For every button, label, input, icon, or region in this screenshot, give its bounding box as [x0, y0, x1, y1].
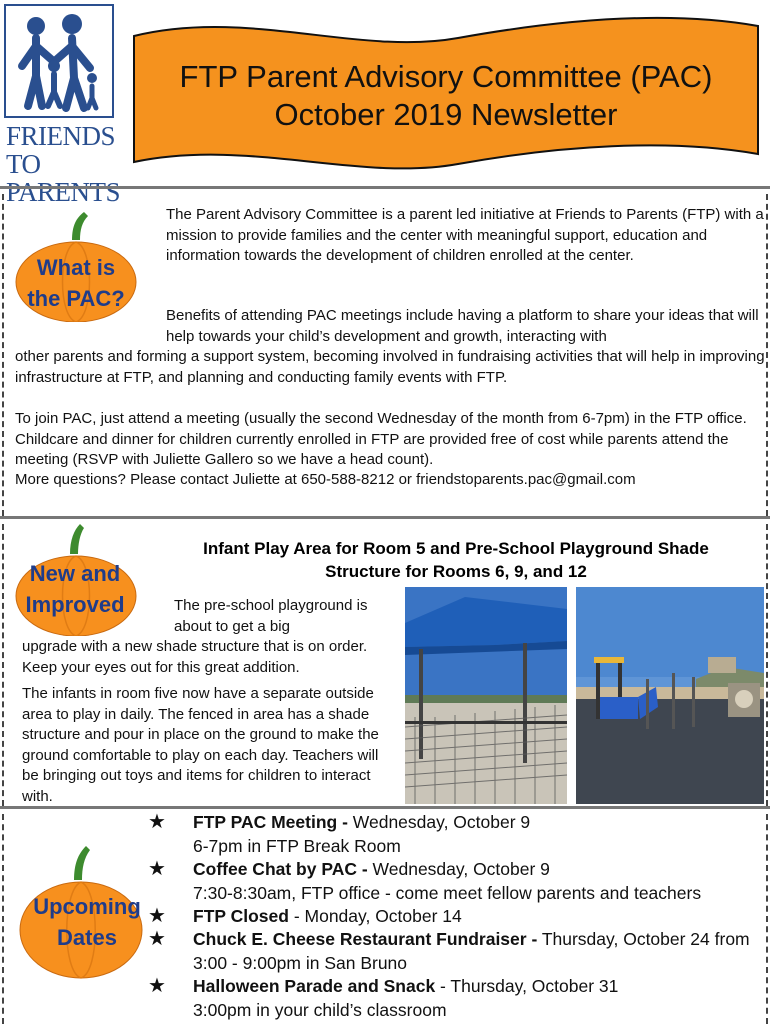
star-icon: ★: [148, 975, 166, 997]
star-icon: ★: [148, 928, 166, 950]
event-detail: 3:00pm in your child’s classroom: [193, 999, 447, 1020]
headline-line-2: Structure for Rooms 6, 9, and 12: [325, 562, 587, 581]
section-border-right: [766, 194, 768, 516]
pac-label: [14, 252, 138, 314]
logo-line-2: TO PARENTS: [6, 149, 121, 207]
star-icon: ★: [148, 905, 166, 927]
section-border-left: [2, 524, 4, 806]
event-title: Coffee Chat by PAC -: [193, 859, 368, 879]
star-icon: ★: [148, 811, 166, 833]
event-title: Halloween Parade and Snack: [193, 976, 436, 996]
infant-play-area-photo: [405, 587, 567, 804]
star-icon: ★: [148, 858, 166, 880]
pac-label-line-1: What is: [36, 255, 116, 280]
title-line-2: October 2019 Newsletter: [274, 97, 618, 132]
event-date: Wednesday, October 9: [367, 859, 550, 879]
event-title: FTP Closed: [193, 906, 289, 926]
pac-intro-paragraph: The Parent Advisory Committee is a parent led initiative at Friends to Parents (FTP) with a mission to provide families and the center with meaningful support, education and information towards the development of children enrolled at the center.: [166, 206, 764, 264]
section-divider: [0, 806, 770, 809]
headline-line-1: Infant Play Area for Room 5 and Pre-School Playground Shade: [203, 539, 709, 558]
upcoming-label-line-2: Dates: [57, 925, 117, 950]
infant-area-paragraph: The infants in room five now have a separate outside area to play in daily. The fenced in area has a shade structure and pour in place on the ground to make the ground comfortable to play on each day. Teachers will be bringing out toys and items for children to interact with.: [22, 685, 379, 805]
preschool-playground-photo: [576, 587, 764, 804]
new-improved-headline: [148, 537, 764, 583]
event-title: FTP PAC Meeting -: [193, 812, 348, 832]
family-logo-icon: [4, 4, 114, 118]
event-date: Wednesday, October 9: [347, 812, 531, 832]
section-border-left: [2, 194, 4, 516]
new-label-line-2: Improved: [25, 592, 125, 617]
event-date: - Thursday, October 31: [435, 976, 619, 996]
upcoming-label-line-1: Upcoming: [33, 894, 141, 919]
section-divider: [0, 186, 770, 189]
pac-label-line-2: the PAC?: [27, 286, 125, 311]
section-divider: [0, 516, 770, 519]
event-date: Thursday, October 24 from 3:00 - 9:00pm in San Bruno: [193, 929, 750, 973]
logo-line-1: FRIENDS: [6, 121, 116, 151]
event-detail: 6-7pm in FTP Break Room: [193, 835, 401, 856]
event-detail: 7:30-8:30am, FTP office - come meet fellow parents and teachers: [193, 882, 702, 903]
pac-join-paragraph: To join PAC, just attend a meeting (usually the second Wednesday of the month from 6-7pm) in the FTP office. Childcare and dinner for children currently enrolled in FTP are provided free of cost while parents attend the meeting (RSVP with Juliette Gallero so we have a head count).: [15, 410, 747, 468]
new-label-line-1: New and: [29, 561, 121, 586]
pac-contact-line: More questions? Please contact Juliette at 650-588-8212 or friendstoparents.pac@gmail.com: [15, 471, 636, 488]
section-border-left: [2, 814, 4, 1024]
upcoming-label: [14, 891, 160, 953]
pac-benefits-paragraph-start: Benefits of attending PAC meetings include having a platform to share your ideas that will help towards your child’s development and growth, interacting with: [166, 307, 759, 345]
ftp-logo: [4, 4, 121, 207]
newsletter-title: [128, 58, 764, 134]
pac-benefits-paragraph-end: other parents and forming a support system, becoming involved in fundraising activities that will help in improving infrastructure at FTP, and planning and conducting family events with FTP.: [15, 348, 765, 386]
section-border-right: [766, 524, 768, 806]
event-title: Chuck E. Cheese Restaurant Fundraiser -: [193, 929, 538, 949]
new-improved-label: [12, 558, 138, 620]
event-date: - Monday, October 14: [288, 906, 462, 926]
shade-structure-paragraph-start: The pre-school playground is about to get a big: [174, 597, 368, 635]
title-line-1: FTP Parent Advisory Committee (PAC): [179, 59, 713, 94]
shade-structure-paragraph-end: upgrade with a new shade structure that is on order. Keep your eyes out for this great addition.: [22, 638, 368, 676]
